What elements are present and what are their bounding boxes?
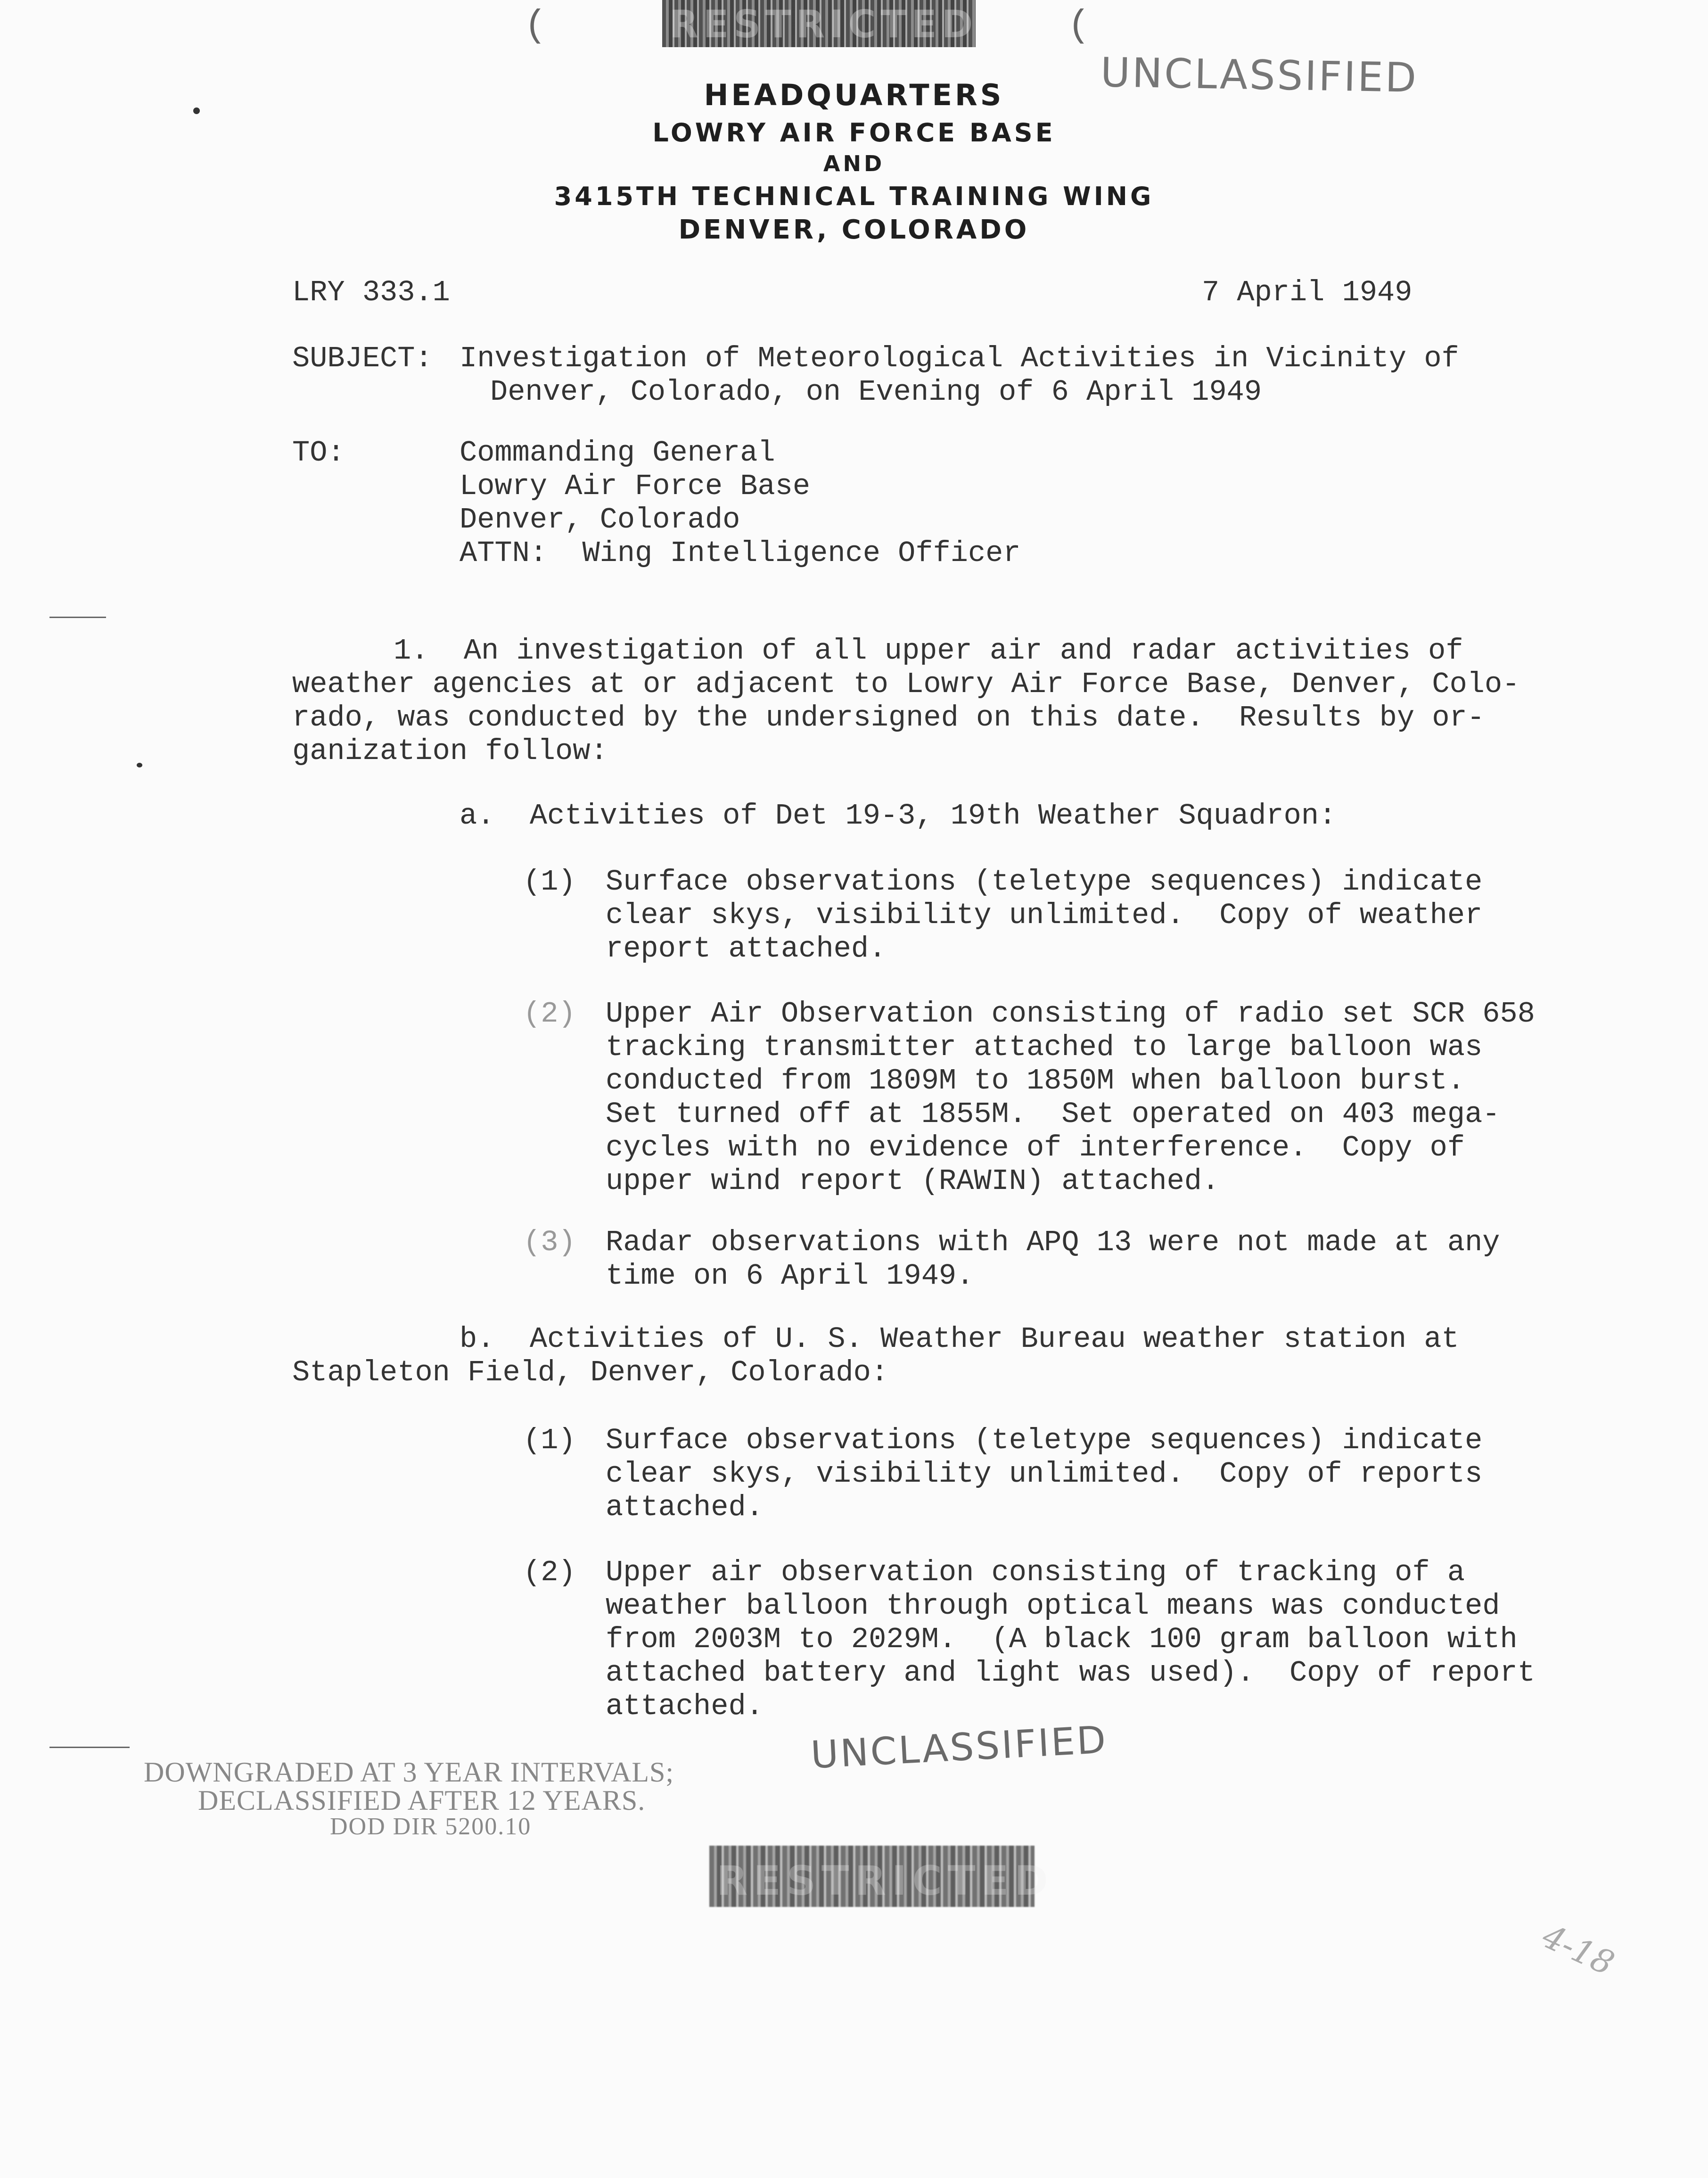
a2-line5: cycles with no evidence of interference. Copy of [606, 1131, 1465, 1164]
b2-line2: weather balloon through optical means was conducted [606, 1589, 1500, 1623]
paragraph-1-line4: ganization follow: [292, 734, 608, 768]
downgrade-line2: DECLASSIFIED AFTER 12 YEARS. [198, 1785, 646, 1816]
a3-line1: Radar observations with APQ 13 were not made at any [606, 1226, 1500, 1259]
section-b-line1: b. Activities of U. S. Weather Bureau weather station at [460, 1322, 1459, 1356]
a2-line6: upper wind report (RAWIN) attached. [606, 1164, 1220, 1198]
paragraph-1-line2: weather agencies at or adjacent to Lowry Air Force Base, Denver, Colo- [292, 668, 1520, 701]
b2-line3: from 2003M to 2029M. (A black 100 gram balloon with [606, 1623, 1518, 1656]
memo-date: 7 April 1949 [1202, 276, 1412, 309]
b2-line1: Upper air observation consisting of tracking of a [606, 1556, 1465, 1589]
a2-line3: conducted from 1809M to 1850M when balloon burst. [606, 1064, 1465, 1097]
to-line4: ATTN: Wing Intelligence Officer [460, 536, 1021, 570]
a1-line1: Surface observations (teletype sequences) indicate [606, 865, 1483, 899]
letterhead-line3: AND [823, 151, 885, 176]
letterhead-line5: DENVER, COLORADO [678, 214, 1030, 245]
paragraph-1-line3: rado, was conducted by the undersigned on this date. Results by or- [292, 701, 1485, 734]
b2-number: (2) [523, 1556, 576, 1589]
a1-line3: report attached. [606, 932, 887, 965]
letterhead-line1: HEADQUARTERS [704, 78, 1004, 112]
to-label: TO: [292, 436, 345, 470]
a1-number: (1) [523, 865, 576, 899]
a3-number: (3) [523, 1226, 576, 1259]
file-reference: LRY 333.1 [292, 276, 450, 309]
a1-line2: clear skys, visibility unlimited. Copy of weather [606, 899, 1483, 932]
subject-line2: Denver, Colorado, on Evening of 6 April 1949 [490, 375, 1262, 409]
b1-line3: attached. [606, 1491, 764, 1524]
letterhead-line4: 3415TH TECHNICAL TRAINING WING [554, 182, 1154, 211]
section-a-heading: a. Activities of Det 19-3, 19th Weather Squadron: [460, 799, 1337, 833]
bracket-mark-left: ( [524, 5, 547, 48]
bracket-mark-right: ( [1068, 5, 1091, 48]
b1-number: (1) [523, 1424, 576, 1457]
paragraph-1-line1: 1. An investigation of all upper air and radar activities of [394, 634, 1463, 668]
classification-top: UNCLASSIFIED [1100, 49, 1419, 102]
b2-line4: attached battery and light was used). Copy of report [606, 1656, 1535, 1690]
a3-line2: time on 6 April 1949. [606, 1259, 974, 1293]
to-line1: Commanding General [460, 436, 775, 470]
margin-dot-1 [193, 107, 200, 114]
letterhead-line2: LOWRY AIR FORCE BASE [652, 118, 1056, 148]
margin-rule-2 [49, 1747, 130, 1748]
to-line3: Denver, Colorado [460, 503, 740, 536]
b1-line2: clear skys, visibility unlimited. Copy of reports [606, 1457, 1483, 1491]
margin-rule-1 [49, 617, 106, 618]
a2-line2: tracking transmitter attached to large balloon was [606, 1031, 1483, 1064]
section-b-line2: Stapleton Field, Denver, Colorado: [292, 1356, 889, 1389]
classification-bottom: UNCLASSIFIED [809, 1717, 1109, 1777]
a2-line4: Set turned off at 1855M. Set operated on 403 mega- [606, 1097, 1500, 1131]
a2-number: (2) [523, 997, 576, 1031]
subject-line1: Investigation of Meteorological Activities in Vicinity of [460, 342, 1459, 375]
restricted-stamp-bottom-text: RESTRICTED [716, 1857, 1054, 1905]
margin-dot-2 [137, 763, 142, 767]
b1-line1: Surface observations (teletype sequences) indicate [606, 1424, 1483, 1457]
restricted-stamp-top-text: RESTRICTED [669, 2, 978, 46]
downgrade-line1: DOWNGRADED AT 3 YEAR INTERVALS; [144, 1757, 674, 1788]
subject-label: SUBJECT: [292, 342, 433, 375]
handwritten-margin-note: 4-18 [1536, 1916, 1620, 1983]
b2-line5: attached. [606, 1690, 764, 1723]
a2-line1: Upper Air Observation consisting of radio set SCR 658 [606, 997, 1535, 1031]
downgrade-line3: DOD DIR 5200.10 [330, 1813, 532, 1840]
to-line2: Lowry Air Force Base [460, 470, 811, 503]
